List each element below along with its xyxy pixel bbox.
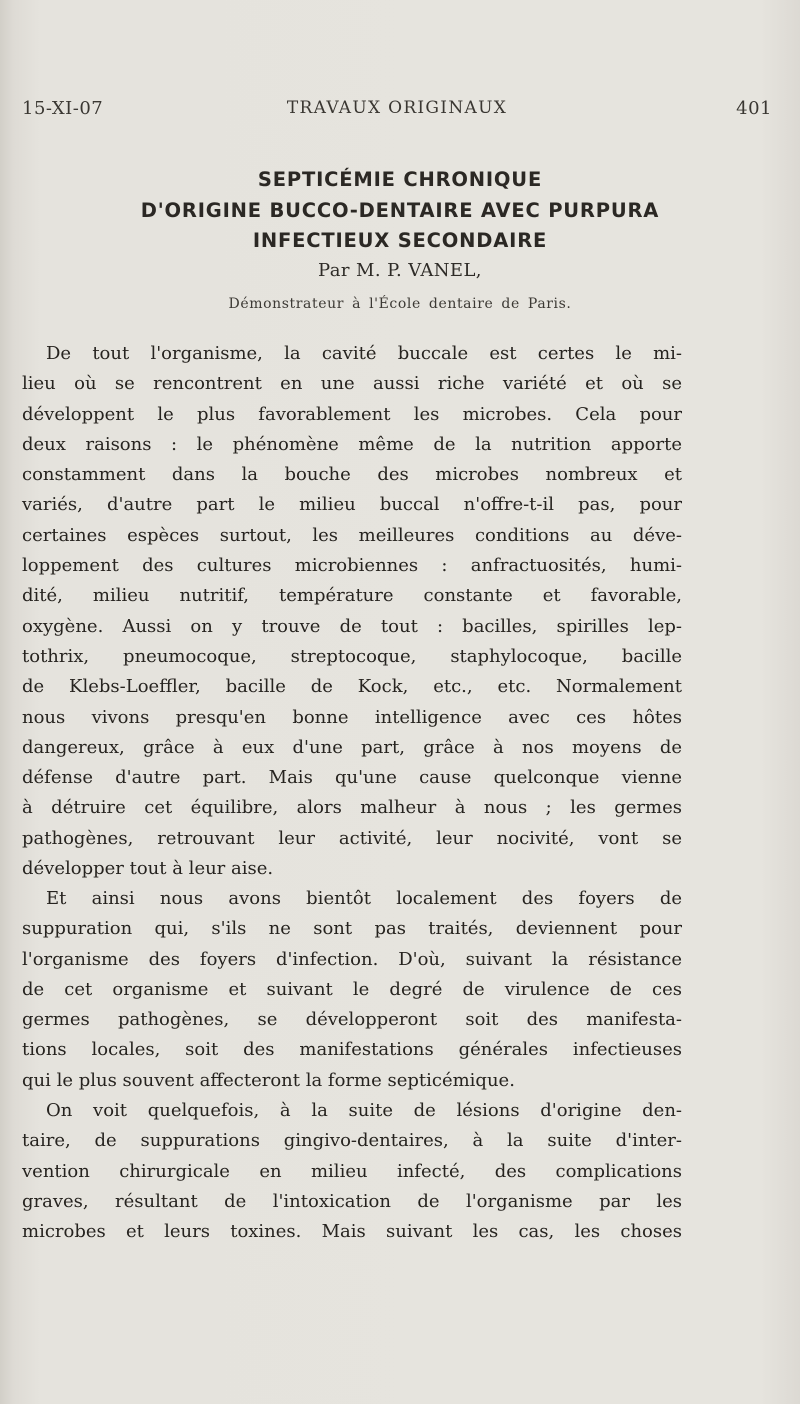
issue-date: 15-XI-07 bbox=[22, 98, 104, 119]
text-line: de Klebs-Loeffler, bacille de Kock, etc., etc. Normalement bbox=[22, 676, 682, 698]
text-line: certaines espèces surtout, les meilleures conditions au déve- bbox=[22, 524, 682, 546]
author-affiliation: Démonstrateur à l'École dentaire de Paris. bbox=[228, 296, 572, 312]
paragraph-2 bbox=[22, 884, 682, 1096]
text-line: Et ainsi nous avons bientôt localement des foyers de bbox=[46, 888, 682, 909]
text-line: lieu où se rencontrent en une aussi riche variété et où se bbox=[22, 373, 682, 395]
text-line: nous vivons presqu'en bonne intelligence avec ces hôtes bbox=[22, 706, 682, 728]
text-line: germes pathogènes, se développeront soit des manifesta- bbox=[22, 1009, 682, 1031]
text-line: vention chirurgicale en milieu infecté, des complications bbox=[22, 1160, 682, 1182]
section-title: TRAVAUX ORIGINAUX bbox=[286, 98, 508, 118]
text-line: à détruire cet équilibre, alors malheur à nous ; les germes bbox=[22, 797, 682, 819]
article-title-line-2: D'ORIGINE BUCCO-DENTAIRE AVEC PURPURA bbox=[140, 199, 660, 222]
text-line: On voit quelquefois, à la suite de lésions d'origine den- bbox=[46, 1100, 682, 1121]
text-line: dité, milieu nutritif, température constante et favorable, bbox=[22, 585, 682, 607]
author-byline: Par M. P. VANEL, bbox=[318, 260, 482, 281]
text-line: suppuration qui, s'ils ne sont pas traités, deviennent pour bbox=[22, 918, 682, 940]
paragraph-3 bbox=[22, 1096, 682, 1247]
text-line: loppement des cultures microbiennes : anfractuosités, humi- bbox=[22, 555, 682, 577]
text-line: oxygène. Aussi on y trouve de tout : bacilles, spirilles lep- bbox=[22, 615, 682, 637]
article-title-line-1: SEPTICÉMIE CHRONIQUE bbox=[257, 168, 543, 191]
text-line: variés, d'autre part le milieu buccal n'offre-t-il pas, pour bbox=[22, 494, 682, 516]
text-line: deux raisons : le phénomène même de la nutrition apporte bbox=[22, 433, 682, 455]
text-line: tions locales, soit des manifestations générales infectieuses bbox=[22, 1039, 682, 1061]
text-line: tothrix, pneumocoque, streptocoque, staphylocoque, bacille bbox=[22, 645, 682, 667]
text-line: l'organisme des foyers d'infection. D'où, suivant la résistance bbox=[22, 948, 682, 970]
paragraph-1 bbox=[22, 339, 682, 884]
text-line: graves, résultant de l'intoxication de l'organisme par les bbox=[22, 1190, 682, 1212]
text-line: qui le plus souvent affecteront la forme septicémique. bbox=[22, 1069, 515, 1091]
text-line: microbes et leurs toxines. Mais suivant les cas, les choses bbox=[22, 1221, 682, 1243]
text-line: défense d'autre part. Mais qu'une cause quelconque vienne bbox=[22, 767, 682, 789]
text-line: taire, de suppurations gingivo-dentaires, à la suite d'inter- bbox=[22, 1130, 682, 1152]
page-number: 401 bbox=[736, 98, 772, 119]
article-title-line-3: INFECTIEUX SECONDAIRE bbox=[252, 229, 548, 252]
running-head bbox=[22, 98, 772, 128]
text-line: pathogènes, retrouvant leur activité, leur nocivité, vont se bbox=[22, 827, 682, 849]
text-line: dangereux, grâce à eux d'une part, grâce à nos moyens de bbox=[22, 736, 682, 758]
text-line: constamment dans la bouche des microbes nombreux et bbox=[22, 464, 682, 486]
text-line: De tout l'organisme, la cavité buccale est certes le mi- bbox=[46, 343, 682, 364]
text-line: développent le plus favorablement les microbes. Cela pour bbox=[22, 403, 682, 425]
text-line: de cet organisme et suivant le degré de virulence de ces bbox=[22, 978, 682, 1000]
text-line: développer tout à leur aise. bbox=[22, 858, 274, 880]
